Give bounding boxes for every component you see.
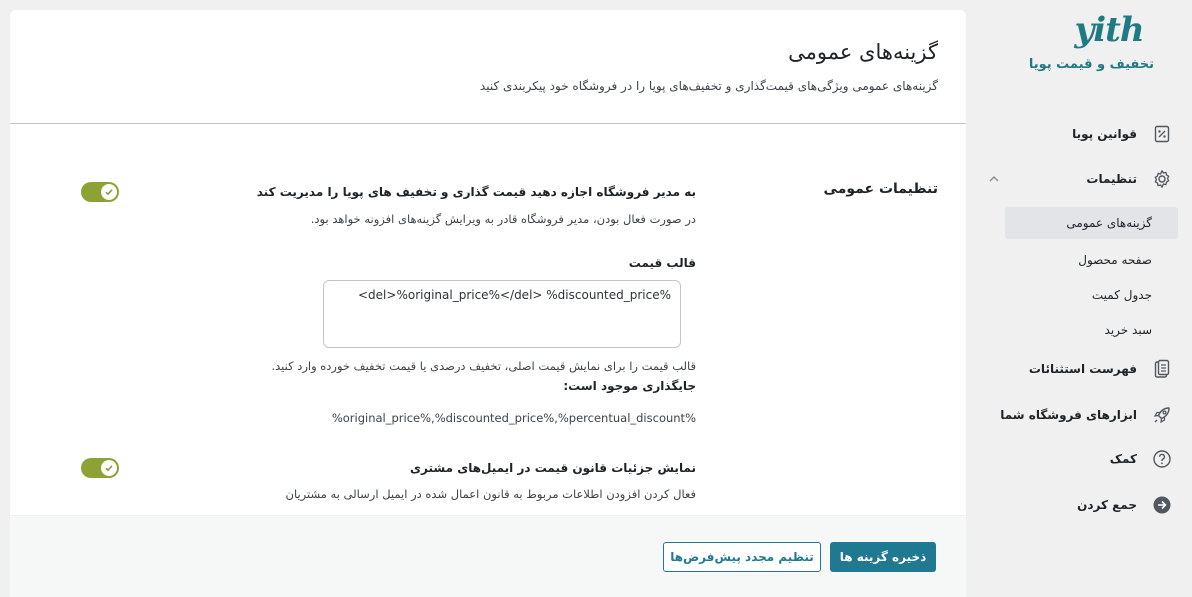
plugin-name: تخفیف و قیمت پویا — [1028, 57, 1154, 72]
percent-doc-icon — [1152, 124, 1172, 144]
form-footer — [10, 515, 966, 597]
sidebar-item-label: ابزارهای فروشگاه شما — [1000, 408, 1137, 422]
main-panel — [10, 10, 966, 597]
yith-logo — [1028, 10, 1154, 72]
sidebar-item-exclusions[interactable] — [967, 352, 1192, 386]
sidebar-item-settings[interactable] — [967, 162, 1192, 196]
logo-mark: yith — [1074, 10, 1144, 50]
chevron-up-icon[interactable] — [985, 170, 1003, 188]
sidebar-nav — [967, 117, 1192, 522]
sub-item-product-page[interactable]: صفحه محصول — [1078, 252, 1152, 267]
section-title: تنظیمات عمومی — [823, 181, 938, 197]
shop-manager-toggle[interactable] — [81, 182, 119, 202]
sidebar-item-store-tools[interactable] — [967, 398, 1192, 432]
reset-defaults-button[interactable]: تنظیم مجدد پیش‌فرض‌ها — [663, 542, 821, 572]
sidebar-item-dynamic-rules[interactable] — [967, 117, 1192, 151]
placeholders-list: %original_price%,%discounted_price%,%percentual_discount% — [331, 411, 696, 425]
sidebar-item-label: جمع کردن — [1077, 498, 1137, 512]
sidebar-item-label: قوانین پویا — [1072, 127, 1137, 141]
sidebar — [967, 0, 1192, 597]
sidebar-item-collapse[interactable] — [967, 488, 1192, 522]
option-email-details-title: نمایش جزئیات قانون قیمت در ایمیل‌های مشتری — [410, 461, 696, 475]
price-format-label: قالب قیمت — [628, 256, 696, 270]
option-email-details-desc: فعال کردن افزودن اطلاعات مربوط به قانون اعمال شده در ایمیل ارسالی به مشتریان — [285, 487, 696, 501]
sub-item-general-options[interactable]: گزینه‌های عمومی — [1005, 207, 1178, 239]
check-icon — [101, 184, 117, 200]
gear-icon — [1152, 169, 1172, 189]
email-details-toggle[interactable] — [81, 458, 119, 478]
check-icon — [101, 460, 117, 476]
price-format-textarea[interactable]: <del>%original_price%</del> %discounted_price% — [323, 280, 681, 348]
sidebar-item-label: کمک — [1109, 452, 1137, 466]
page-description: گزینه‌های عمومی ویژگی‌های قیمت‌گذاری و تخفیف‌های پویا را در فروشگاه خود پیکربندی کنید — [479, 79, 938, 93]
option-shop-manager-desc: در صورت فعال بودن، مدیر فروشگاه قادر به ویرایش گزینه‌های افزونه خواهد بود. — [310, 212, 696, 226]
rocket-icon — [1152, 405, 1172, 425]
save-options-button[interactable]: ذخیره گزینه ها — [830, 542, 936, 572]
option-shop-manager-title: به مدیر فروشگاه اجازه دهید قیمت گذاری و تخفیف های پویا را مدیریت کند — [256, 185, 696, 199]
price-format-desc: قالب قیمت را برای نمایش قیمت اصلی، تخفیف درصدی یا قیمت تخفیف خورده وارد کنید. — [271, 359, 696, 373]
sub-item-cart[interactable]: سبد خرید — [1104, 322, 1152, 337]
clipboard-list-icon — [1152, 359, 1172, 379]
sub-item-quantity-table[interactable]: جدول کمیت — [1091, 287, 1152, 302]
sidebar-item-label: فهرست استثنائات — [1028, 362, 1137, 376]
placeholders-label: جایگذاری موجود است: — [563, 379, 696, 393]
sidebar-item-help[interactable] — [967, 442, 1192, 476]
collapse-arrow-icon — [1152, 495, 1172, 515]
help-circle-icon — [1152, 449, 1172, 469]
page-title: گزینه‌های عمومی — [788, 40, 938, 64]
sidebar-item-label: تنظیمات — [1086, 172, 1137, 186]
panel-header — [10, 10, 966, 124]
